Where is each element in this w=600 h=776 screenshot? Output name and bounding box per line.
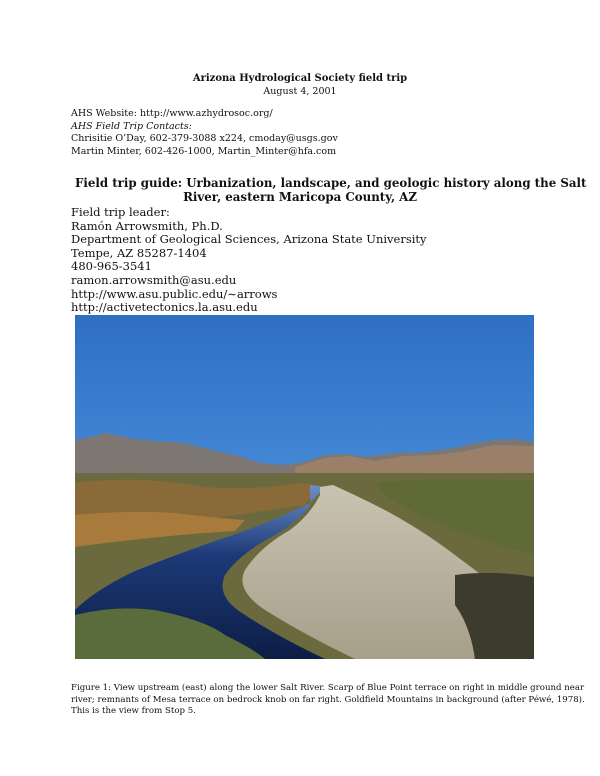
leader-address: Tempe, AZ 85287-1404 <box>71 245 207 260</box>
leader-label: Field trip leader: <box>71 205 170 219</box>
guide-title-line-1: Field trip guide: Urbanization, landscape, and geologic history along the Salt <box>75 176 587 190</box>
caption-line-1: Figure 1: View upstream (east) along the lower Salt River. Scarp of Blue Point terrace on right in middle ground near <box>71 683 585 693</box>
contact-minter: Martin Minter, 602-426-1000, Martin_Minter@hfa.com <box>71 146 337 158</box>
leader-department: Department of Geological Sciences, Arizona State University <box>71 232 427 247</box>
leader-url-personal: http://www.asu.public.edu/∼arrows <box>71 286 278 301</box>
salt-river-photo <box>75 315 534 659</box>
leader-block <box>71 206 541 315</box>
contacts-block <box>71 108 541 159</box>
guide-title <box>75 176 587 204</box>
leader-name: Ramón Arrowsmith, Ph.D. <box>71 218 223 233</box>
leader-email: ramon.arrowsmith@asu.edu <box>71 272 237 287</box>
leader-url-lab: http://activetectonics.la.asu.edu <box>71 300 258 315</box>
trip-date: August 4, 2001 <box>263 86 337 97</box>
guide-title-line-2: River, eastern Maricopa County, AZ <box>183 190 417 204</box>
leader-phone: 480-965-3541 <box>71 259 152 274</box>
ahs-website: AHS Website: http://www.azhydrosoc.org/ <box>71 108 273 119</box>
figure-caption <box>71 683 585 718</box>
caption-line-2: river; remnants of Mesa terrace on bedrock knob on far right. Goldfield Mountains in background (after Péwé, 1978). <box>71 694 585 705</box>
trip-title: Arizona Hydrological Society field trip <box>192 73 408 84</box>
contacts-label: AHS Field Trip Contacts: <box>71 120 192 132</box>
contact-oday: Chrisitie O’Day, 602-379-3088 x224, cmoday@usgs.gov <box>71 133 338 145</box>
caption-line-3: This is the view from Stop 5. <box>71 706 196 717</box>
